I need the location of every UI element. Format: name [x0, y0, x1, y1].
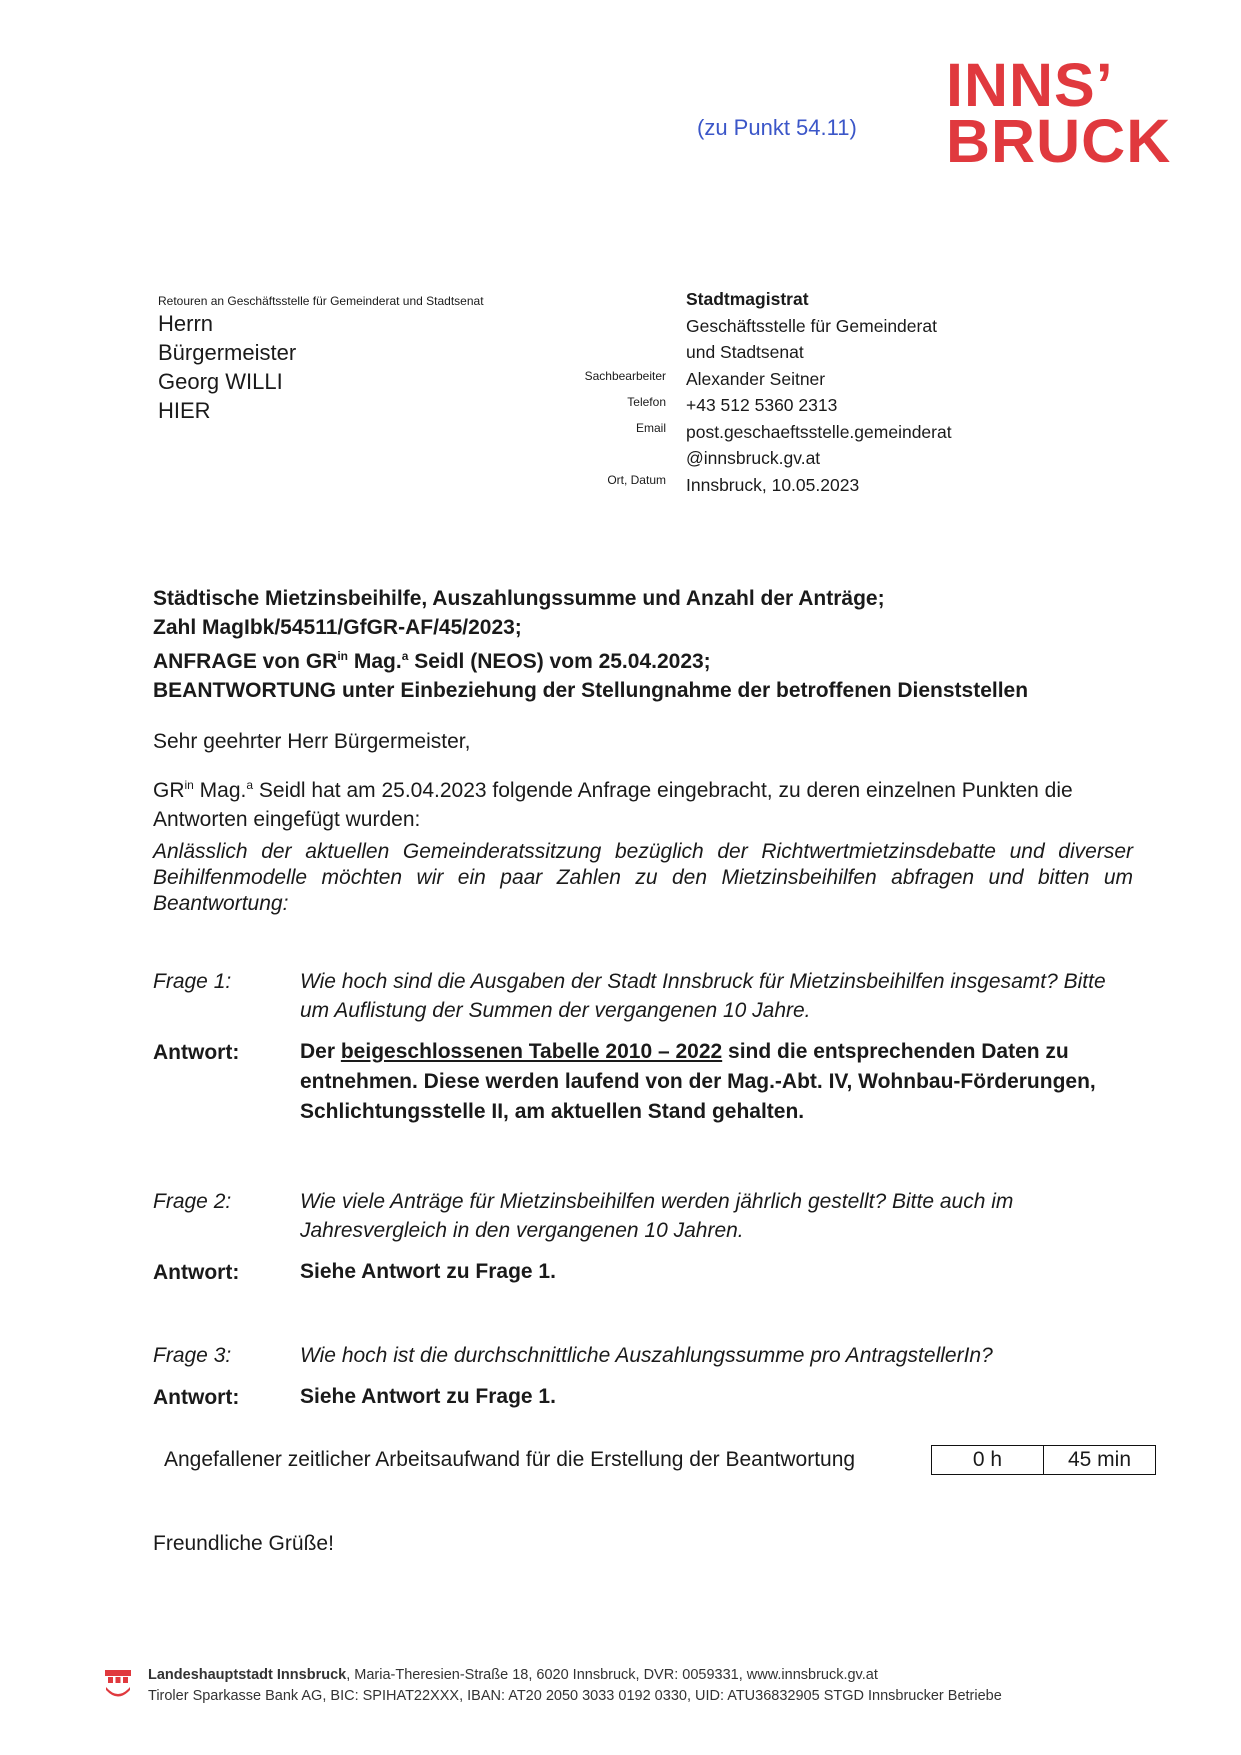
- recipient-line: HIER: [158, 398, 211, 423]
- sender-office-2: und Stadtsenat: [686, 342, 804, 362]
- logo-line-2: BRUCK: [946, 107, 1172, 175]
- recipient-line: Bürgermeister: [158, 340, 297, 365]
- question-label: Frage 2:: [153, 1190, 232, 1213]
- sender-office-1: Geschäftsstelle für Gemeinderat: [686, 315, 937, 336]
- label-place-date: Ort, Datum: [607, 473, 666, 487]
- salutation: Sehr geehrter Herr Bürgermeister,: [153, 730, 471, 753]
- question-text: Wie hoch ist die durchschnittliche Auszahlungssumme pro AntragstellerIn?: [300, 1344, 993, 1367]
- answer-label: Antwort:: [153, 1041, 240, 1064]
- subject-line-4: BEANTWORTUNG unter Einbeziehung der Stellungnahme der betroffenen Dienststellen: [153, 679, 1029, 702]
- sender-clerk: Alexander Seitner: [686, 368, 826, 389]
- answer-text: Siehe Antwort zu Frage 1.: [300, 1260, 556, 1283]
- request-quote: Anlässlich der aktuellen Gemeinderatssitzung bezüglich der Richtwertmietzinsdebatte und diverser Beihilfenmodelle möchten wir ein paar Zahlen zu den Mietzinsbeihilfen abfragen und bitten um Beantwortung:: [153, 840, 1133, 915]
- recipient-address: [158, 309, 296, 425]
- subject-line-1: Städtische Mietzinsbeihilfe, Auszahlungssumme und Anzahl der Anträge;: [153, 587, 885, 610]
- label-email: Email: [635, 421, 666, 435]
- logo-line-1: INNS’: [946, 51, 1114, 119]
- effort-time-box: [931, 1445, 1156, 1475]
- effort-hours: 0 h: [972, 1448, 1003, 1471]
- label-clerk: Sachbearbeiter: [584, 369, 666, 383]
- sender-address: [686, 286, 952, 498]
- sender-email-2: @innsbruck.gv.at: [686, 448, 821, 468]
- recipient-line: Georg WILLI: [158, 369, 283, 394]
- closing-greeting: Freundliche Grüße!: [153, 1532, 334, 1555]
- sender-place-date: Innsbruck, 10.05.2023: [686, 474, 860, 495]
- effort-label: Angefallener zeitlicher Arbeitsaufwand für die Erstellung der Beantwortung: [164, 1448, 856, 1471]
- question-label: Frage 3:: [153, 1344, 232, 1367]
- answer-label: Antwort:: [153, 1261, 240, 1284]
- sender-heading: Stadtmagistrat: [686, 289, 809, 309]
- answer-text: Der beigeschlossenen Tabelle 2010 – 2022 sind die entsprechenden Daten zu entnehmen. Diese werden laufend von der Mag.-Abt. IV, Wohnbau-Förderungen, Schlichtungsstelle II, am aktuellen Stand gehalten.: [300, 1040, 1096, 1123]
- answer-text: Siehe Antwort zu Frage 1.: [300, 1385, 556, 1408]
- intro-paragraph: $GR^{in}$ Mag.$^a$ Seidl hat am 25.04.2023 folgende Anfrage eingebracht, zu deren einzelnen Punkten die Antworten eingefügt wurden:: [153, 778, 1073, 831]
- table-reference-link[interactable]: beigeschlossenen Tabelle 2010 – 2022: [340, 1040, 723, 1063]
- punkt-reference: (zu Punkt 54.11): [697, 115, 857, 140]
- subject-block: [153, 584, 1028, 705]
- innsbruck-logo: [946, 51, 1172, 175]
- question-label: Frage 1:: [153, 970, 232, 993]
- footer-line-2: Tiroler Sparkasse Bank AG, BIC: SPIHAT22XXX, IBAN: AT20 2050 3033 0192 0330, UID: ATU36832905 STGD Innsbrucker Betriebe: [148, 1688, 1002, 1704]
- sender-email-1: post.geschaeftsstelle.gemeinderat: [686, 421, 952, 442]
- sender-phone: +43 512 5360 2313: [686, 395, 838, 415]
- label-phone: Telefon: [627, 395, 666, 409]
- question-text: Wie viele Anträge für Mietzinsbeihilfen werden jährlich gestellt? Bitte auch im Jahresvergleich in den vergangenen 10 Jahren.: [300, 1190, 1014, 1242]
- effort-minutes: 45 min: [1043, 1446, 1155, 1474]
- innsbruck-coat-of-arms-icon: [103, 1668, 133, 1702]
- return-address-note: Retouren an Geschäftsstelle für Gemeinderat und Stadtsenat: [158, 294, 484, 308]
- footer-line-1: Landeshauptstadt Innsbruck, Maria-Theresien-Straße 18, 6020 Innsbruck, DVR: 0059331, www.innsbruck.gv.at: [148, 1667, 878, 1683]
- question-text: Wie hoch sind die Ausgaben der Stadt Innsbruck für Mietzinsbeihilfen insgesamt? Bitte um Auflistung der Summen der vergangenen 10 Jahre.: [300, 970, 1106, 1022]
- subject-line-2: Zahl MagIbk/54511/GfGR-AF/45/2023;: [153, 616, 522, 639]
- answer-label: Antwort:: [153, 1386, 240, 1409]
- footer: [148, 1665, 1002, 1707]
- subject-line-3: ANFRAGE von $GR^{in}$ Mag.$^a$ Seidl (NEOS) vom 25.04.2023;: [153, 649, 711, 673]
- recipient-line: Herrn: [158, 311, 214, 336]
